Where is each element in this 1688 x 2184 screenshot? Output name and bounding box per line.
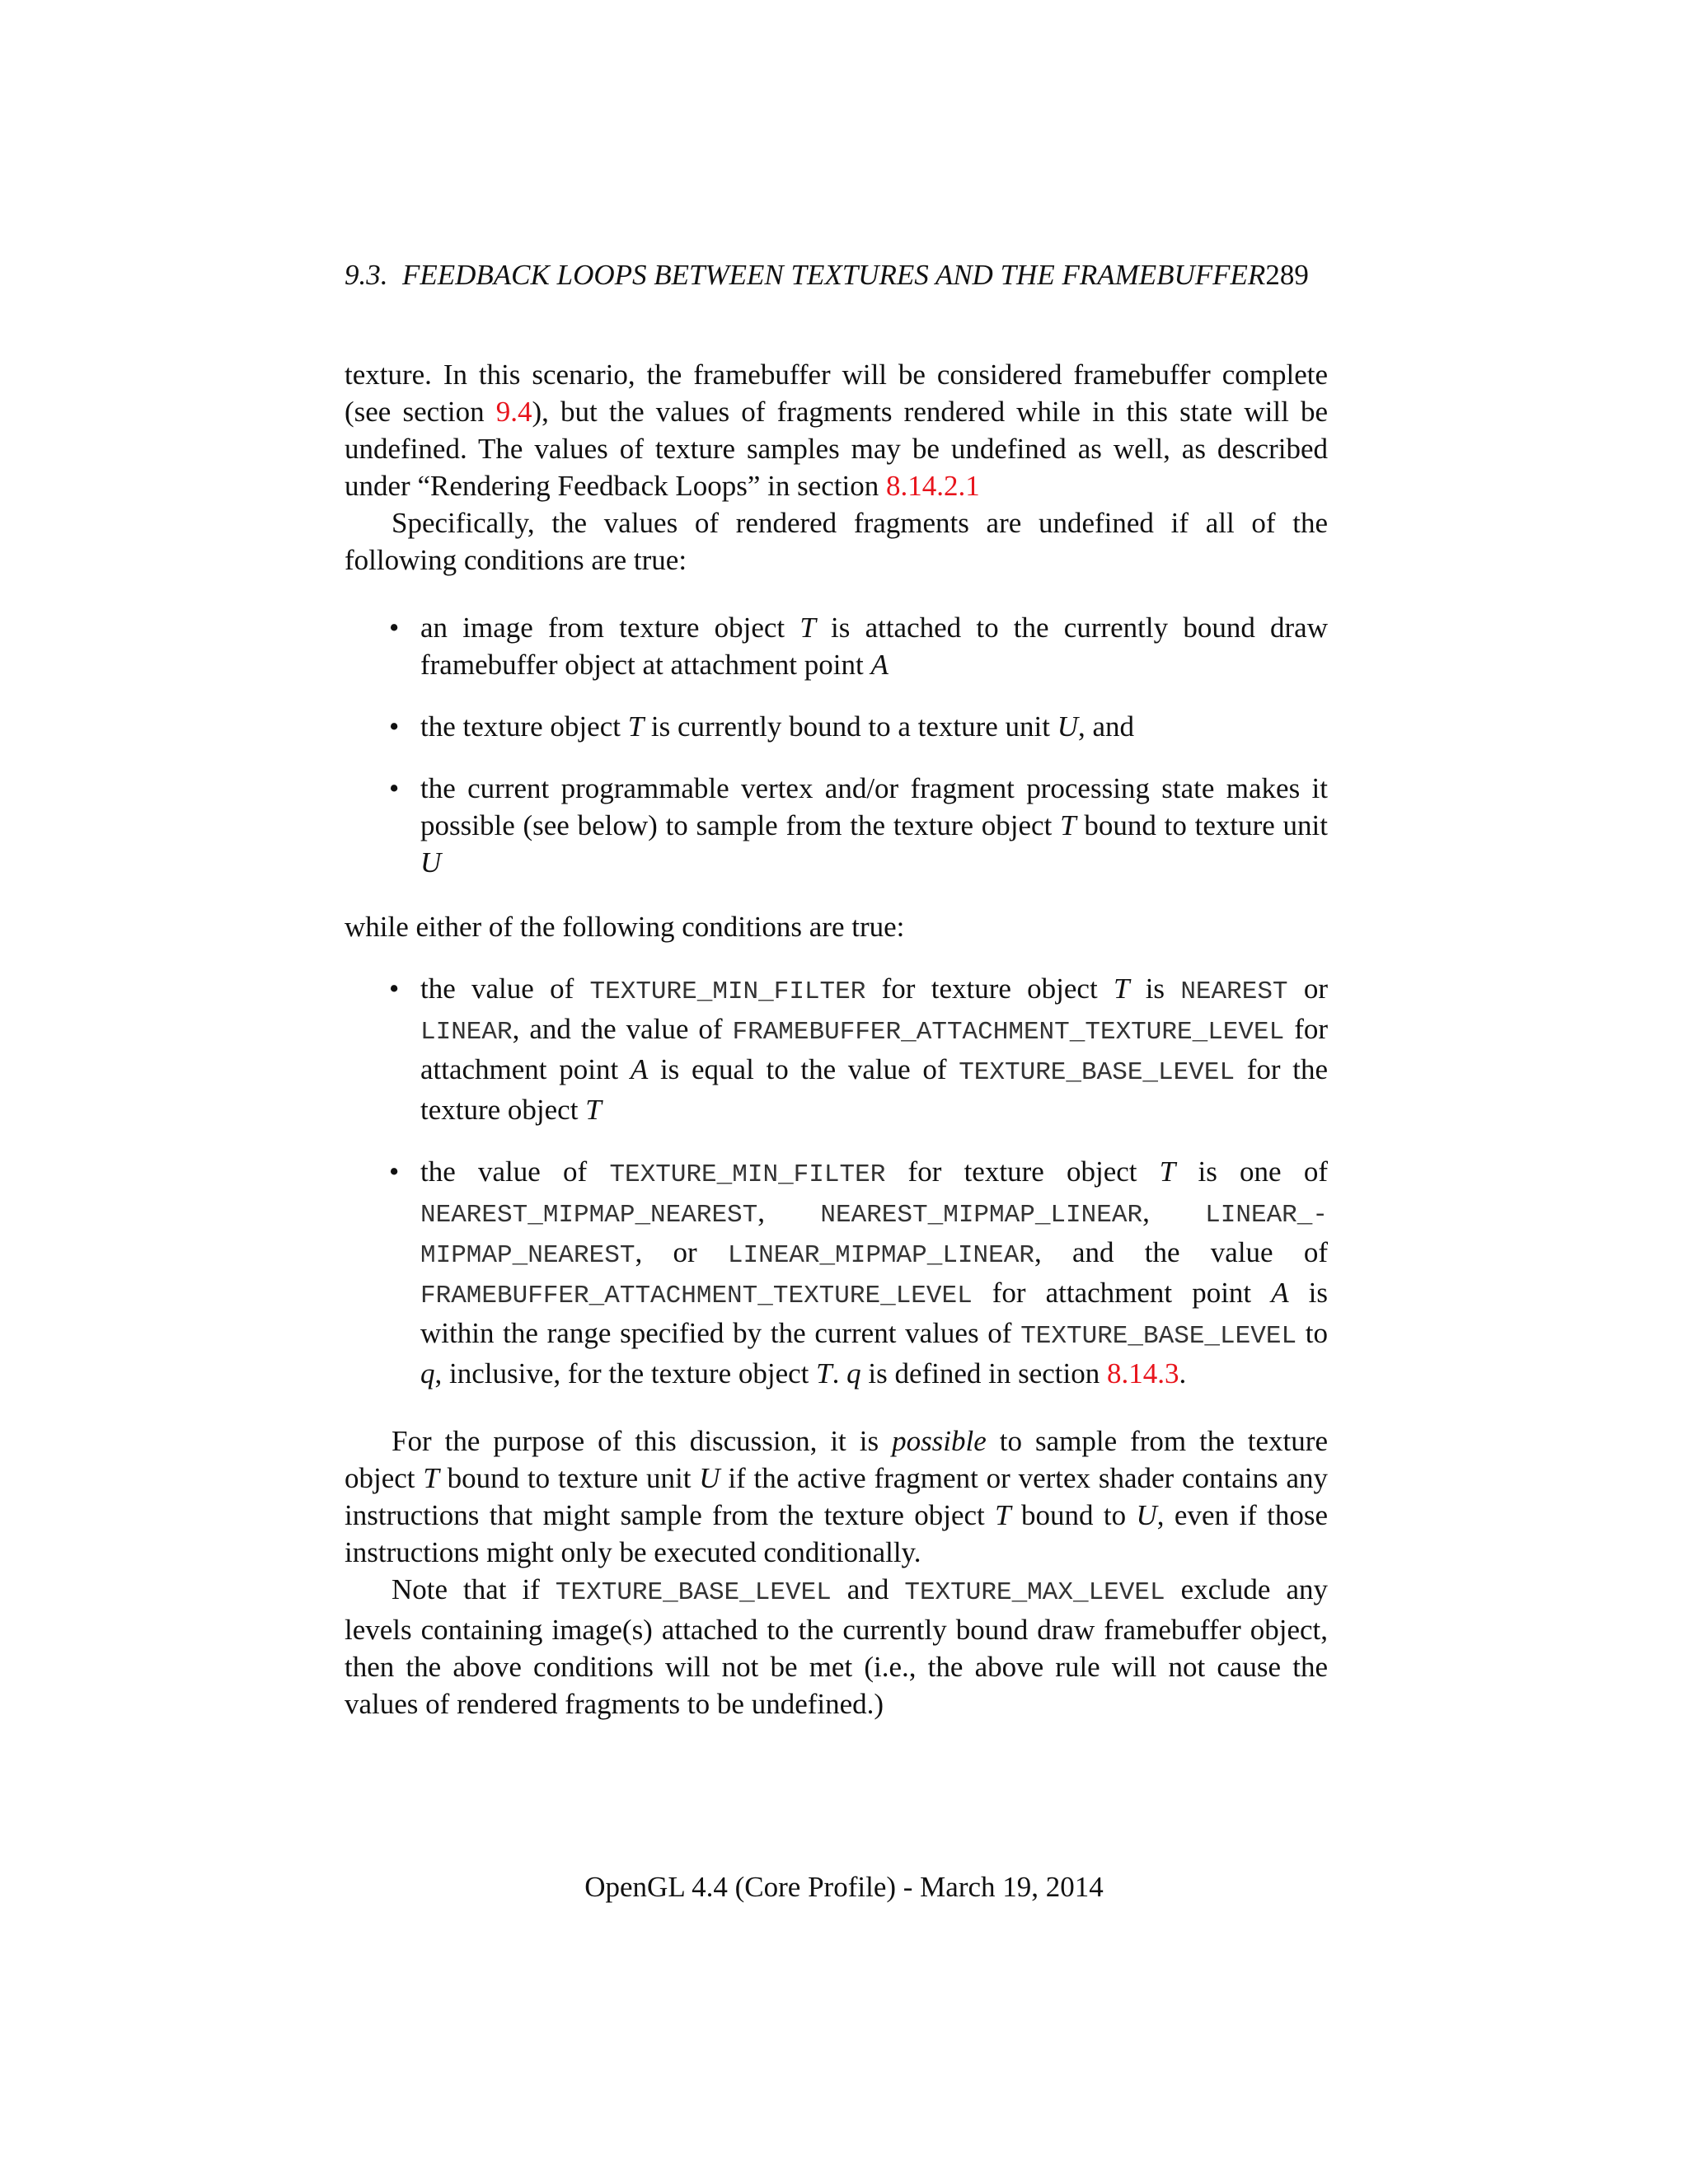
bullet-icon: •: [389, 1155, 400, 1188]
list-item: • an image from texture object T is attached to the currently bound draw framebuffer object at attachment point A: [345, 609, 1328, 683]
section-link-8-14-2-1[interactable]: 8.14.2.1: [886, 470, 980, 502]
page-footer: OpenGL 4.4 (Core Profile) - March 19, 2014: [584, 1871, 1104, 1903]
paragraph-continued: [345, 356, 1328, 504]
header-section-title: FEEDBACK LOOPS BETWEEN TEXTURES AND THE FRAMEBUFFER: [402, 259, 1266, 291]
list-item: • the value of TEXTURE_MIN_FILTER for texture object T is NEAREST or LINEAR, and the value of FRAMEBUFFER_ATTACHMENT_TEXTURE_LEVEL for attachment point A is equal to the value of TEXTURE_BASE_LEVEL for the texture object T: [345, 970, 1328, 1128]
list-item: • the current programmable vertex and/or fragment processing state makes it possible (see below) to sample from the texture object T bound to texture unit U: [345, 770, 1328, 881]
bullet-icon: •: [389, 972, 400, 1005]
bullet-icon: •: [389, 612, 400, 644]
all-conditions-list: [345, 609, 1328, 881]
bullet-icon: •: [389, 772, 400, 804]
page-number: 289: [1265, 259, 1309, 291]
text-run: ), but the values of fragments rendered while in this state will be undefined. The values of texture samples may be undefined as well, as described under “Rendering Feedback Loops” in section: [345, 396, 1329, 502]
paragraph-conditions-intro: Specifically, the values of rendered fragments are undefined if all of the following conditions are true:: [345, 507, 1328, 576]
list-item: • the value of TEXTURE_MIN_FILTER for texture object T is one of NEAREST_MIPMAP_NEAREST, NEAREST_MIPMAP_LINEAR, LINEAR_- MIPMAP_NEAREST, or LINEAR_MIPMAP_LINEAR, and the value of FRAMEBUFFER_ATTACHMENT_TEXTURE_LEVEL for attachment point A is within the range specified by the current values of TEXTURE_BASE_LEVEL to q, inclusive, for the texture object T. q is defined in section 8.14.3.: [345, 1153, 1328, 1392]
section-link-8-14-3[interactable]: 8.14.3: [1107, 1357, 1179, 1390]
body-text: [345, 356, 1328, 1722]
either-conditions-list: [345, 970, 1328, 1392]
list-item: • the texture object T is currently bound to a texture unit U, and: [345, 708, 1328, 745]
section-link-9-4[interactable]: 9.4: [495, 396, 532, 428]
header-section-number: 9.3.: [345, 259, 388, 291]
bullet-icon: •: [389, 710, 400, 743]
running-header: [345, 257, 1375, 293]
paragraph-note: Note that if TEXTURE_BASE_LEVEL and TEXTURE_MAX_LEVEL exclude any levels containing image(s) attached to the currently bound draw framebuffer object, then the above conditions will not be met (i.e., the above rule will not cause the values of rendered fragments to be undefined.): [345, 1573, 1328, 1720]
text-run: texture. In this scenario, the framebuffer will be considered framebuffer complete (see section: [345, 359, 1328, 428]
paragraph-either-conditions: while either of the following conditions are true:: [345, 911, 905, 943]
paragraph-possible-definition: For the purpose of this discussion, it is possible to sample from the texture object T bound to texture unit U if the active fragment or vertex shader contains any instructions that might sample from the texture object T bound to U, even if those instructions might only be executed conditionally.: [345, 1425, 1329, 1568]
